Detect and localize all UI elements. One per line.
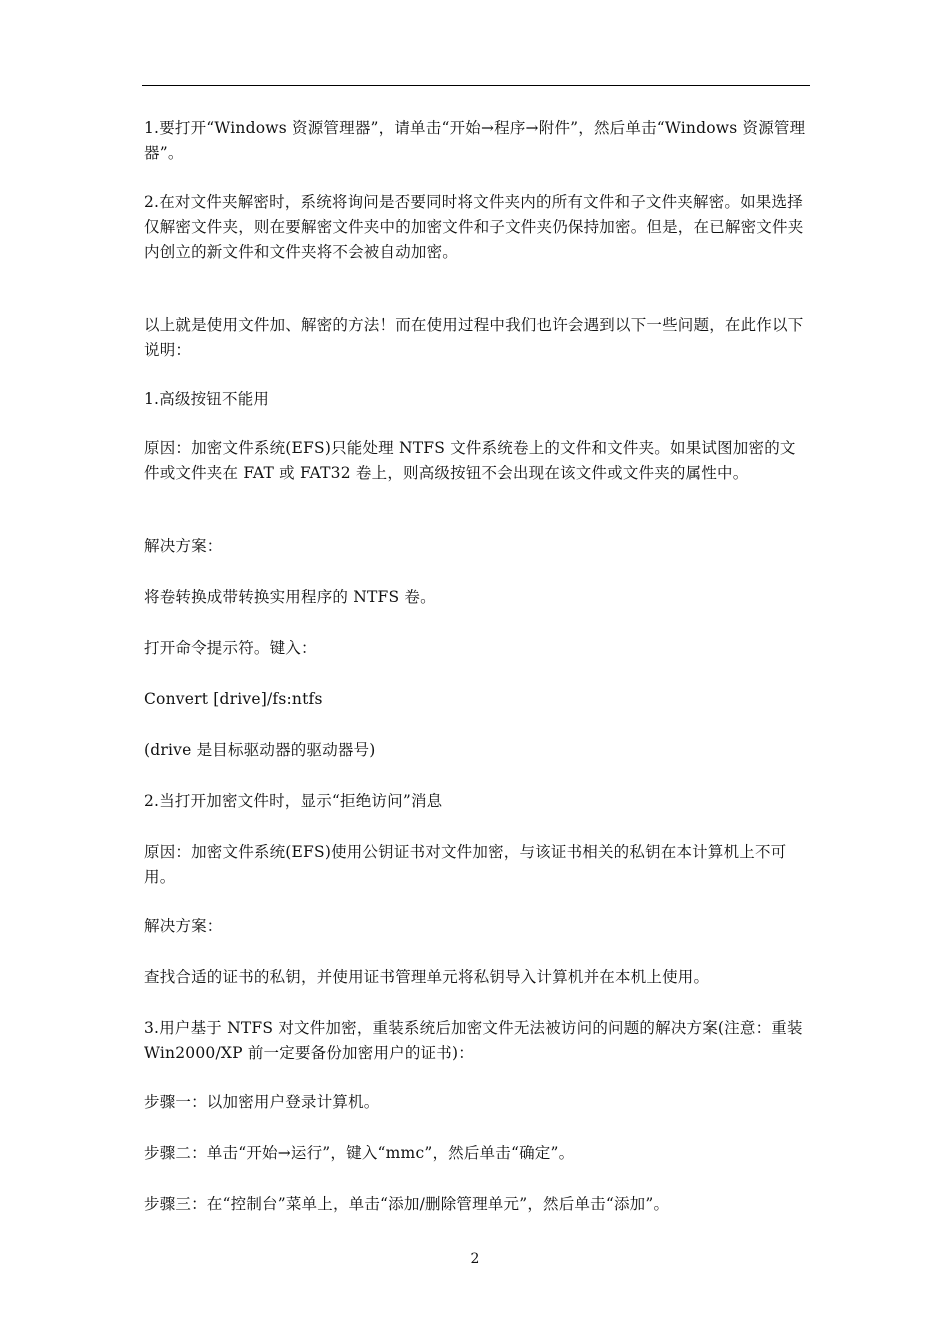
paragraph-decrypt-folder: 2.在对文件夹解密时，系统将询问是否要同时将文件夹内的所有文件和子文件夹解密。如果选择仅解密文件夹，则在要解密文件夹中的加密文件和子文件夹仍保持加密。但是，在已解密文件夹内创立的新文件和文件夹将不会被自动加密。	[144, 193, 804, 261]
paragraph-drive-note: (drive 是目标驱动器的驱动器号)	[144, 741, 376, 759]
paragraph-step-2: 步骤二：单击“开始→运行”，键入“mmc”，然后单击“确定”。	[144, 1144, 575, 1162]
paragraph-find-private-key: 查找合适的证书的私钥，并使用证书管理单元将私钥导入计算机并在本机上使用。	[144, 968, 710, 986]
paragraph-summary: 以上就是使用文件加、解密的方法！而在使用过程中我们也许会遇到以下一些问题，在此作以下说明：	[144, 316, 804, 359]
heading-reinstall-issue: 3.用户基于 NTFS 对文件加密，重装系统后加密文件无法被访问的问题的解决方案(注意：重装 Win2000/XP 前一定要备份加密用户的证书)：	[144, 1019, 803, 1062]
paragraph-step-3: 步骤三：在“控制台”菜单上，单击“添加/删除管理单元”，然后单击“添加”。	[144, 1195, 670, 1213]
paragraph-step-1: 步骤一：以加密用户登录计算机。	[144, 1093, 380, 1111]
paragraph-open-cmd: 打开命令提示符。键入：	[144, 639, 317, 657]
label-solution-2: 解决方案：	[144, 917, 223, 935]
paragraph-cause-1: 原因：加密文件系统(EFS)只能处理 NTFS 文件系统卷上的文件和文件夹。如果试图加密的文件或文件夹在 FAT 或 FAT32 卷上，则高级按钮不会出现在该文件或文件夹的属性中。	[144, 439, 796, 482]
heading-advanced-button: 1.高级按钮不能用	[144, 390, 270, 408]
document-body	[144, 116, 808, 1217]
page-number: 2	[470, 1251, 480, 1267]
paragraph-open-explorer: 1.要打开“Windows 资源管理器”，请单击“开始→程序→附件”，然后单击“Windows 资源管理器”。	[144, 119, 806, 162]
label-solution-1: 解决方案：	[144, 537, 223, 555]
command-convert: Convert [drive]/fs:ntfs	[144, 690, 323, 708]
paragraph-convert-volume: 将卷转换成带转换实用程序的 NTFS 卷。	[144, 588, 436, 606]
header-rule	[142, 85, 810, 86]
paragraph-cause-2: 原因：加密文件系统(EFS)使用公钥证书对文件加密，与该证书相关的私钥在本计算机上不可用。	[144, 843, 787, 886]
heading-access-denied: 2.当打开加密文件时，显示“拒绝访问”消息	[144, 792, 443, 810]
